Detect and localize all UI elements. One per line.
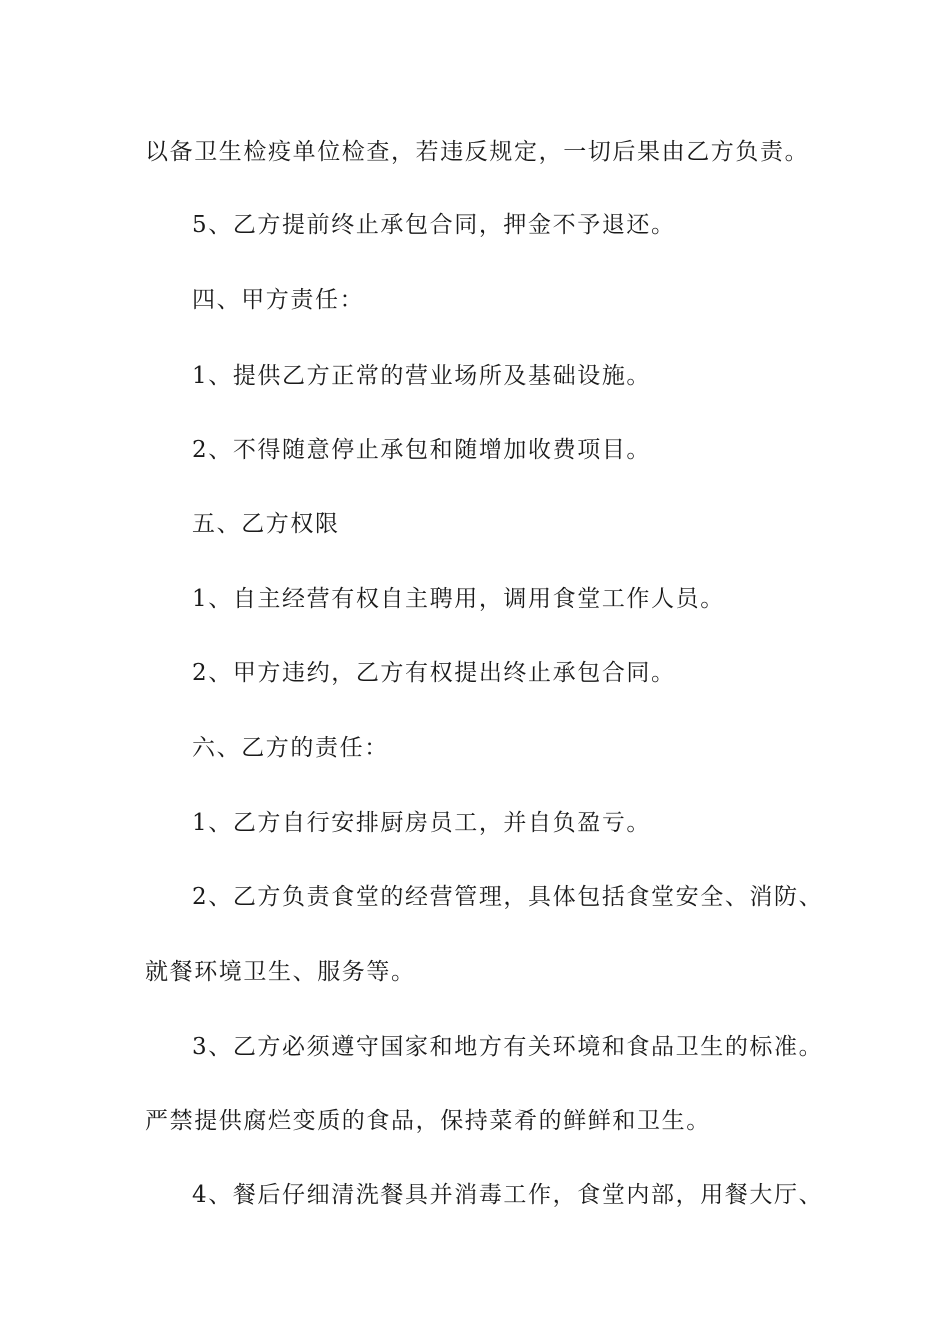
section-heading: 五、乙方权限 [192,511,340,537]
text-line: 以备卫生检疫单位检查，若违反规定，一切后果由乙方负责。 [145,139,810,165]
text-line: 4、餐后仔细清洗餐具并消毒工作，食堂内部，用餐大厅、 [192,1182,824,1208]
text-line: 2、乙方负责食堂的经营管理，具体包括食堂安全、消防、 [192,884,824,910]
text-line: 3、乙方必须遵守国家和地方有关环境和食品卫生的标准。 [192,1034,824,1060]
text-line: 1、乙方自行安排厨房员工，并自负盈亏。 [192,810,652,836]
text-line: 5、乙方提前终止承包合同，押金不予退还。 [192,212,676,238]
text-line: 1、提供乙方正常的营业场所及基础设施。 [192,363,652,389]
section-heading: 六、乙方的责任： [192,735,389,761]
text-line: 严禁提供腐烂变质的食品，保持菜肴的鲜鲜和卫生。 [145,1108,711,1134]
text-line: 1、自主经营有权自主聘用，调用食堂工作人员。 [192,586,725,612]
text-line: 2、甲方违约，乙方有权提出终止承包合同。 [192,660,676,686]
text-line: 2、不得随意停止承包和随增加收费项目。 [192,437,652,463]
section-heading: 四、甲方责任： [192,287,365,313]
text-line: 就餐环境卫生、服务等。 [145,959,416,985]
